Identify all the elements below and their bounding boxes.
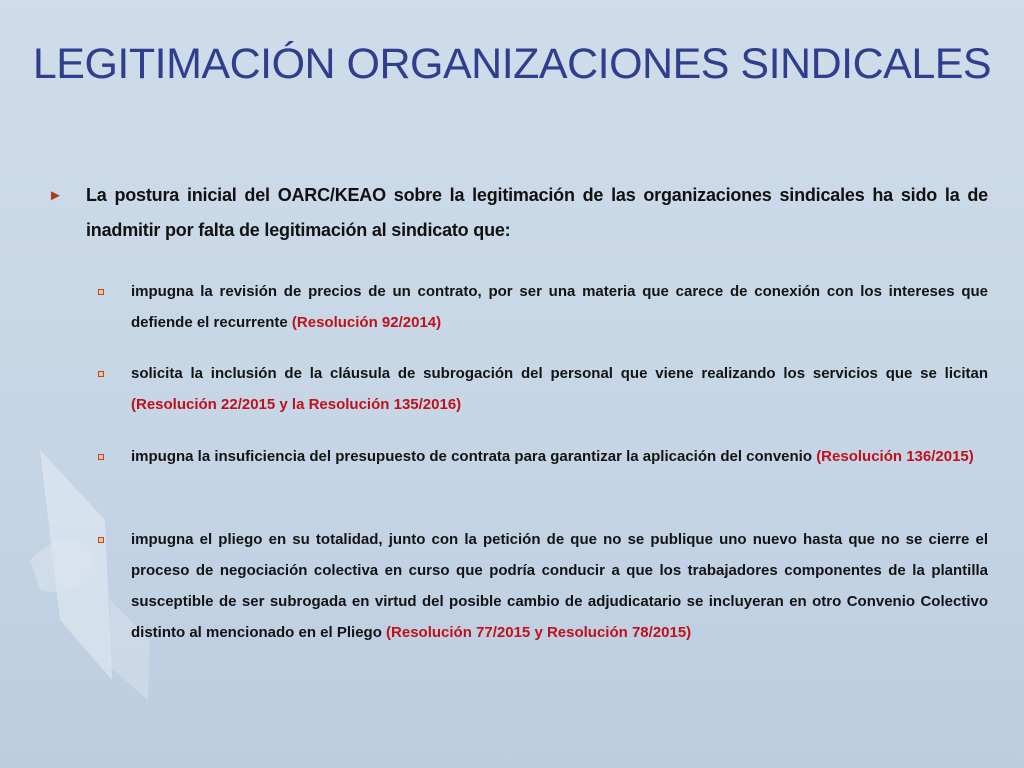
sub-bullet-text [131,276,988,338]
sub-bullet-body: impugna la revisión de precios de un contrato, por ser una materia que carece de conexión con los intereses que defiende el recurrente [131,283,988,331]
square-bullet-icon [98,371,104,377]
sub-bullet-item [98,358,988,420]
square-bullet-icon [98,289,104,295]
sub-bullet-item [98,524,988,648]
sub-bullet-text [131,441,988,472]
main-bullet [48,178,988,248]
resolution-reference: (Resolución 77/2015 y Resolución 78/2015) [386,624,692,641]
resolution-reference: (Resolución 92/2014) [291,314,442,331]
main-bullet-text: La postura inicial del OARC/KEAO sobre la legitimación de las organizaciones sindicales ha sido la de inadmitir por falta de legitimación al sindicato que: [86,185,988,240]
resolution-reference: (Resolución 136/2015) [816,448,974,465]
sub-bullet-item [98,276,988,338]
sub-bullet-body: impugna la insuficiencia del presupuesto de contrata para garantizar la aplicación del convenio [131,448,817,465]
square-bullet-icon [98,454,104,460]
sub-bullet-body: solicita la inclusión de la cláusula de subrogación del personal que viene realizando los servicios que se licitan [131,365,988,382]
sub-bullet-body: impugna el pliego en su totalidad, junto con la petición de que no se publique uno nuevo hasta que no se cierre el proceso de negociación colectiva en curso que podría conducir a que los trabajadores componentes de la plantilla susceptible de ser subrogada en virtud del posible cambio de adjudicatario se incluyeran en otro Convenio Colectivo distinto al mencionado en el Pliego [131,531,988,641]
sub-bullet-item [98,441,988,472]
sub-bullet-text [131,358,988,420]
square-bullet-icon [98,537,104,543]
slide-title: LEGITIMACIÓN ORGANIZACIONES SINDICALES [32,40,992,88]
resolution-reference: (Resolución 22/2015 y la Resolución 135/2016) [131,396,462,413]
sub-bullet-text [131,524,988,648]
arrow-bullet-icon: ► [48,187,63,204]
